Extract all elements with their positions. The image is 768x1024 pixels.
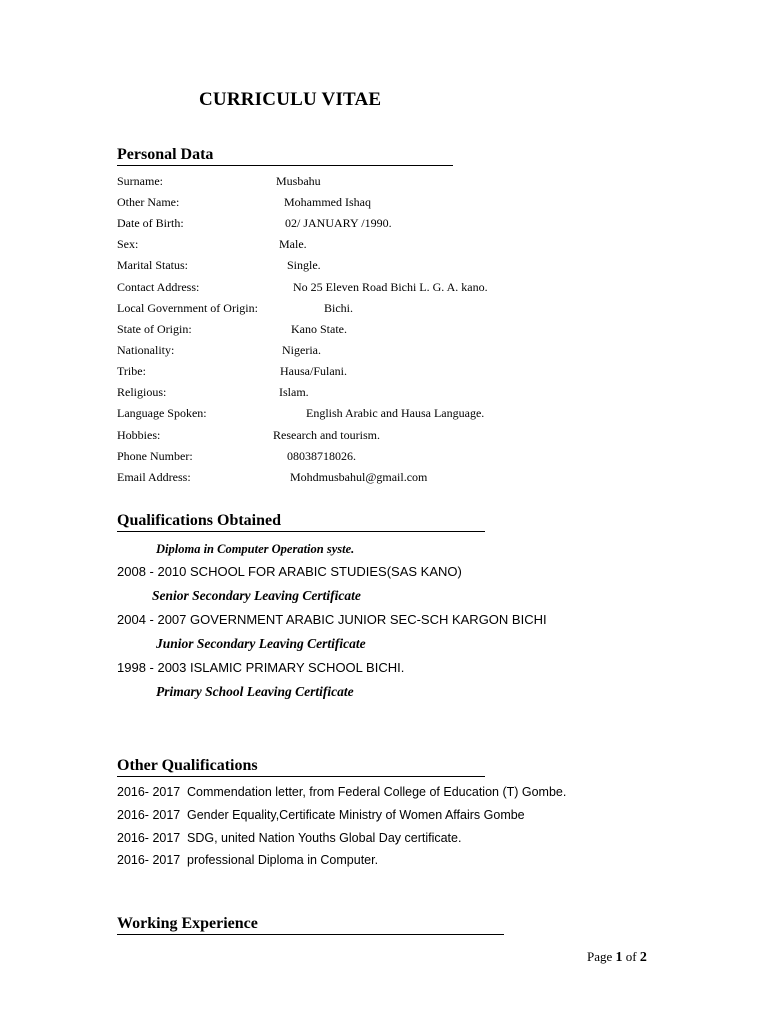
item-year: 2016- 2017 [117,831,181,845]
item-year: 2016- 2017 [117,785,181,799]
field-value: Single. [287,258,321,272]
working-experience-heading: Working Experience [117,915,504,935]
item-text: SDG, united Nation Youths Global Day certificate. [187,831,462,845]
field-value: 02/ JANUARY /1990. [285,216,392,230]
item-text: Gender Equality,Certificate Ministry of Women Affairs Gombe [187,808,525,822]
page-word: Page [587,949,613,964]
field-label: Tribe: [117,364,146,378]
document-title: CURRICULU VITAE [199,89,382,110]
field-value: Male. [279,237,307,251]
diploma-line: Diploma in Computer Operation syste. [156,542,355,556]
item-year: 2016- 2017 [117,853,181,867]
field-value: Hausa/Fulani. [280,364,347,378]
qualification-certificate: Primary School Leaving Certificate [156,684,354,699]
qualification-school-line: 2008 - 2010 SCHOOL FOR ARABIC STUDIES(SAS KANO) [117,564,462,579]
field-label: State of Origin: [117,322,192,336]
item-text: professional Diploma in Computer. [187,853,379,867]
field-label: Date of Birth: [117,216,184,230]
field-label: Local Government of Origin: [117,301,258,315]
field-value: Musbahu [276,174,321,188]
of-word: of [625,949,637,964]
field-value: Kano State. [291,322,347,336]
field-value: Mohammed Ishaq [284,195,371,209]
other-qualifications-heading: Other Qualifications [117,757,485,777]
field-value: Nigeria. [282,343,321,357]
total-pages: 2 [639,950,647,965]
page-number [587,949,647,966]
field-label: Contact Address: [117,280,200,294]
field-value: No 25 Eleven Road Bichi L. G. A. kano. [293,280,488,294]
item-year: 2016- 2017 [117,808,181,822]
other-qualification-item [117,831,461,845]
field-label: Hobbies: [117,428,161,442]
qualification-certificate: Senior Secondary Leaving Certificate [152,588,361,603]
field-label: Marital Status: [117,258,188,272]
field-value: Bichi. [324,301,353,315]
qualification-school-line: 1998 - 2003 ISLAMIC PRIMARY SCHOOL BICHI. [117,660,405,675]
qualification-school-line: 2004 - 2007 GOVERNMENT ARABIC JUNIOR SEC-SCH KARGON BICHI [117,612,547,627]
personal-data-heading: Personal Data [117,146,453,166]
field-label: Surname: [117,174,163,188]
field-label: Religious: [117,385,167,399]
current-page: 1 [615,950,623,965]
other-qualification-item [117,853,378,867]
qualification-certificate: Junior Secondary Leaving Certificate [156,636,366,651]
field-value: English Arabic and Hausa Language. [306,406,485,420]
field-label: Sex: [117,237,139,251]
other-qualification-item [117,808,525,822]
field-value: Islam. [279,385,309,399]
field-label: Other Name: [117,195,180,209]
field-label: Phone Number: [117,449,193,463]
field-value: Research and tourism. [273,428,380,442]
field-label: Nationality: [117,343,175,357]
field-value: Mohdmusbahul@gmail.com [290,470,428,484]
field-label: Email Address: [117,470,191,484]
other-qualification-item [117,785,566,799]
field-value: 08038718026. [287,449,356,463]
qualifications-heading: Qualifications Obtained [117,512,485,532]
field-label: Language Spoken: [117,406,207,420]
item-text: Commendation letter, from Federal College of Education (T) Gombe. [187,785,567,799]
